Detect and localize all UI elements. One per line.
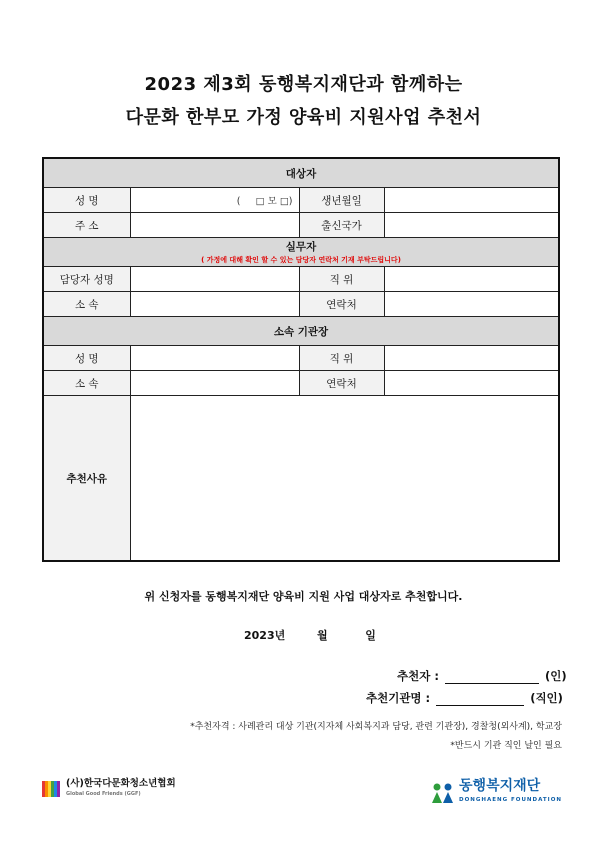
document-title-line1: 2023 제3회 동행복지재단과 함께하는: [144, 74, 463, 95]
qualification-footnote: *추천자격 : 사례관리 대상 기관(지자체 사회복지과 담당, 관련 기관장), 경찰청(외사계), 학교장: [190, 722, 562, 732]
recommender-label: 추천자 :: [397, 669, 439, 683]
section-head-header: 소속 기관장: [43, 317, 559, 346]
staff-affiliation-field[interactable]: [130, 292, 299, 317]
recommender-signature: [397, 668, 567, 684]
target-name-label: 성 명: [43, 188, 130, 213]
seal-footnote: *반드시 기관 직인 날인 필요: [450, 741, 562, 751]
head-name-field[interactable]: [130, 346, 299, 371]
date-month: 월: [316, 629, 328, 642]
head-name-label: 성 명: [43, 346, 130, 371]
staff-name-field[interactable]: [130, 267, 299, 292]
section-target-header: 대상자: [43, 158, 559, 188]
foundation-name: 동행복지재단: [459, 778, 541, 794]
institution-suffix: (직인): [530, 691, 563, 705]
section-staff-header: [43, 238, 559, 267]
gender-open: (: [236, 196, 241, 207]
association-name: (사)한국다문화청소년협회: [66, 778, 176, 789]
head-contact-field[interactable]: [384, 371, 559, 396]
target-address-label: 주 소: [43, 213, 130, 238]
target-country-field[interactable]: [384, 213, 559, 238]
recommender-suffix: (인): [544, 669, 567, 683]
target-birth-label: 생년월일: [299, 188, 384, 213]
staff-contact-field[interactable]: [384, 292, 559, 317]
reason-field[interactable]: [130, 396, 559, 562]
section-staff-title: 실무자: [285, 241, 317, 253]
staff-position-field[interactable]: [384, 267, 559, 292]
people-icon: [430, 782, 456, 804]
target-name-field[interactable]: [130, 188, 299, 213]
staff-contact-label: 연락처: [299, 292, 384, 317]
gender-mother-label: 모: [267, 196, 277, 207]
gender-checkbox-2[interactable]: □): [279, 196, 293, 207]
association-sub: Global Good Friends (GGF): [66, 791, 141, 797]
head-contact-label: 연락처: [299, 371, 384, 396]
target-country-label: 출신국가: [299, 213, 384, 238]
head-affiliation-field[interactable]: [130, 371, 299, 396]
reason-label: 추천사유: [43, 396, 130, 562]
institution-input-line[interactable]: [436, 693, 524, 706]
gender-checkbox-1[interactable]: □: [255, 196, 265, 207]
staff-name-label: 담당자 성명: [43, 267, 130, 292]
document-title-line2: 다문화 한부모 가정 양육비 지원사업 추천서: [125, 107, 482, 128]
date-day: 일: [365, 629, 376, 642]
recommendation-statement: 위 신청자를 동행복지재단 양육비 지원 사업 대상자로 추천합니다.: [144, 590, 463, 603]
head-affiliation-label: 소 속: [43, 371, 130, 396]
target-address-field[interactable]: [130, 213, 299, 238]
date-line: [244, 627, 376, 643]
rainbow-bars-icon: [42, 779, 62, 799]
head-position-label: 직 위: [299, 346, 384, 371]
target-birth-field[interactable]: [384, 188, 559, 213]
association-logo: [42, 779, 176, 799]
staff-affiliation-label: 소 속: [43, 292, 130, 317]
head-position-field[interactable]: [384, 346, 559, 371]
foundation-sub: DONGHAENG FOUNDATION: [459, 797, 562, 803]
institution-label: 추천기관명 :: [366, 691, 431, 705]
staff-contact-note: ( 가정에 대해 확인 할 수 있는 담당자 연락처 기재 부탁드립니다): [201, 256, 401, 264]
recommender-input-line[interactable]: [445, 671, 539, 684]
recommendation-form: [42, 157, 560, 562]
date-year: 2023년: [244, 629, 286, 642]
foundation-logo: [430, 779, 562, 807]
institution-signature: [366, 690, 563, 706]
staff-position-label: 직 위: [299, 267, 384, 292]
